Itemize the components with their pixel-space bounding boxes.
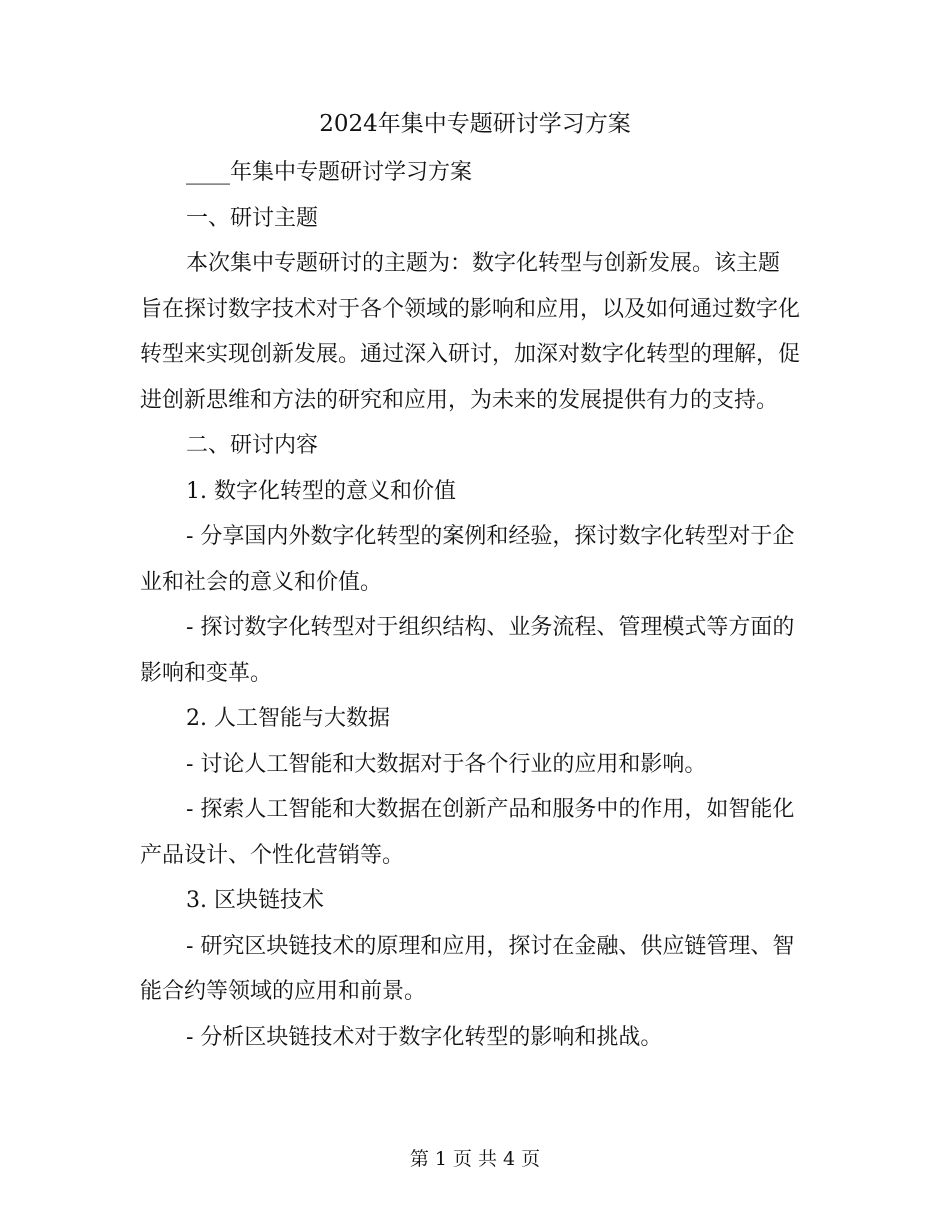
section-heading: 一、研讨主题 [186, 205, 319, 231]
subsection-heading: 1. 数字化转型的意义和价值 [186, 478, 456, 504]
section-heading: 二、研讨内容 [186, 433, 319, 458]
document-body [140, 150, 800, 1060]
page-footer: 第 1 页 共 4 页 [409, 1148, 541, 1170]
bullet-paragraph: - 讨论人工智能和大数据对于各个行业的应用和影响。 [186, 751, 707, 777]
subsection-heading: 3. 区块链技术 [186, 888, 324, 913]
document-title: 2024年集中专题研讨学习方案 [319, 111, 631, 137]
body-paragraph: 本次集中专题研讨的主题为：数字化转型与创新发展。该主题旨在探讨数字技术对于各个领域的影响和应用，以及如何通过数字化转型来实现创新发展。通过深入研讨，加深对数字化转型的理解，促进创新思维和方法的研究和应用，为未来的发展提供有力的支持。 [140, 251, 801, 413]
bullet-paragraph: - 探索人工智能和大数据在创新产品和服务中的作用，如智能化产品设计、个性化营销等。 [140, 797, 795, 868]
bullet-paragraph: - 分析区块链技术对于数字化转型的影响和挑战。 [186, 1024, 663, 1050]
bullet-paragraph: - 探讨数字化转型对于组织结构、业务流程、管理模式等方面的影响和变革。 [140, 615, 795, 686]
bullet-paragraph: - 研究区块链技术的原理和应用，探讨在金融、供应链管理、智能合约等领域的应用和前景。 [140, 933, 795, 1004]
bullet-paragraph: - 分享国内外数字化转型的案例和经验，探讨数字化转型对于企业和社会的意义和价值。 [140, 524, 795, 595]
subsection-heading: 2. 人工智能与大数据 [186, 706, 390, 731]
subtitle-paragraph: ____年集中专题研讨学习方案 [186, 160, 473, 185]
